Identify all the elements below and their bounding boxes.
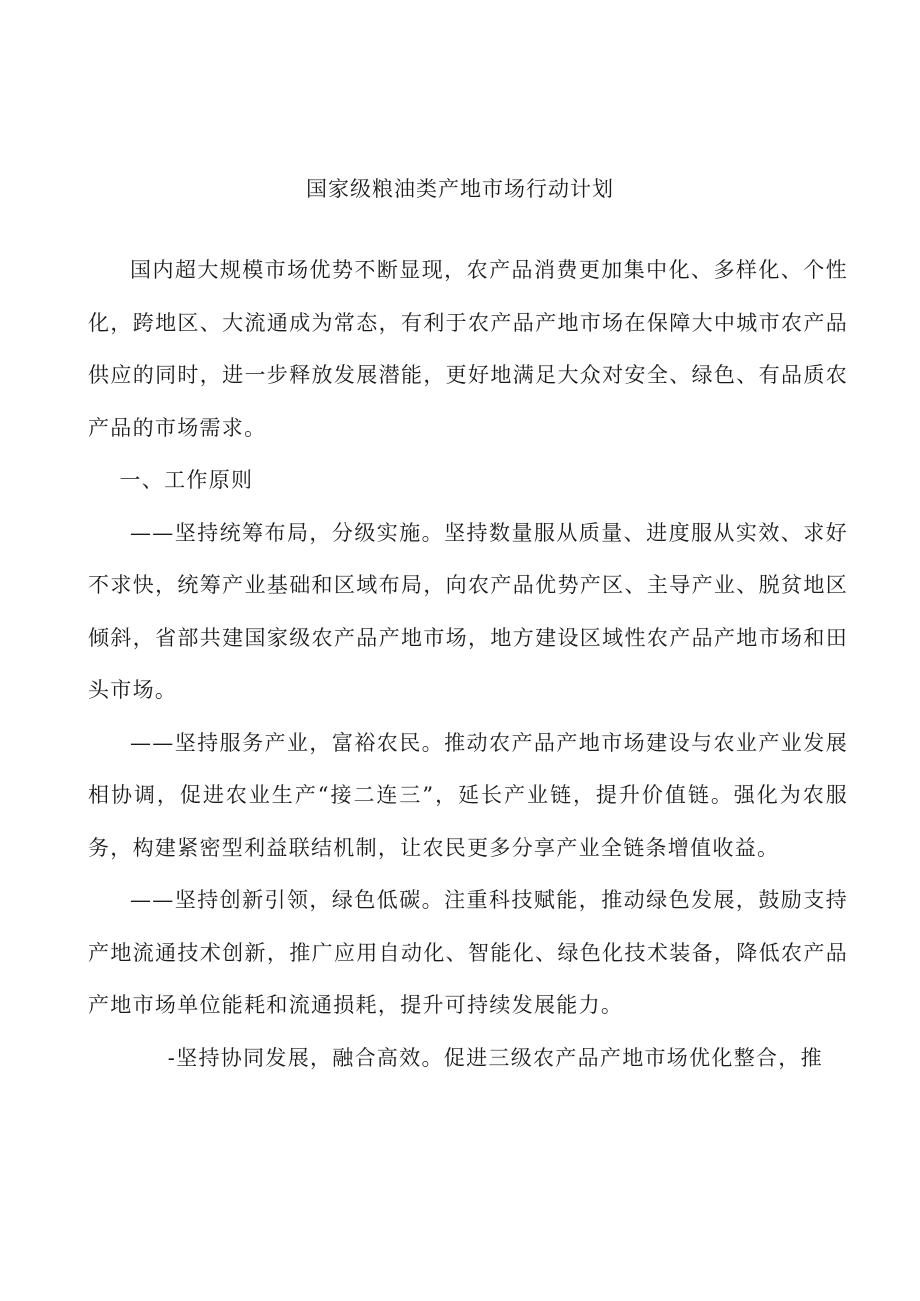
principle-paragraph-serve-industry: ——坚持服务产业，富裕农民。推动农产品产地市场建设与农业产业发展相协调，促进农业生产“接二连三”，延长产业链，提升价值链。强化为农服务，构建紧密型利益联结机制，让农民更多分享产业全链条增值收益。: [88, 730, 848, 860]
principle-paragraph-coordinated-development: -坚持协同发展，融合高效。促进三级农产品产地市场优化整合，推: [167, 1045, 823, 1070]
document-title: 国家级粮油类产地市场行动计划: [306, 177, 614, 201]
principle-paragraph-innovation-green: ——坚持创新引领，绿色低碳。注重科技赋能，推动绿色发展，鼓励支持产地流通技术创新，推广应用自动化、智能化、绿色化技术装备，降低农产品产地市场单位能耗和流通损耗，提升可持续发展能力。: [88, 888, 848, 1017]
section-heading-work-principles: 一、工作原则: [119, 468, 254, 492]
intro-paragraph: 国内超大规模市场优势不断显现，农产品消费更加集中化、多样化、个性化，跨地区、大流通成为常态，有利于农产品产地市场在保障大中城市农产品供应的同时，进一步释放发展潜能，更好地满足大众对安全、绿色、有品质农产品的市场需求。: [88, 258, 848, 440]
principle-paragraph-overall-planning: ——坚持统筹布局，分级实施。坚持数量服从质量、进度服从实效、求好不求快，统筹产业基础和区域布局，向农产品优势产区、主导产业、脱贫地区倾斜，省部共建国家级农产品产地市场，地方建设区域性农产品产地市场和田头市场。: [88, 520, 848, 702]
document-body: [88, 244, 848, 1084]
